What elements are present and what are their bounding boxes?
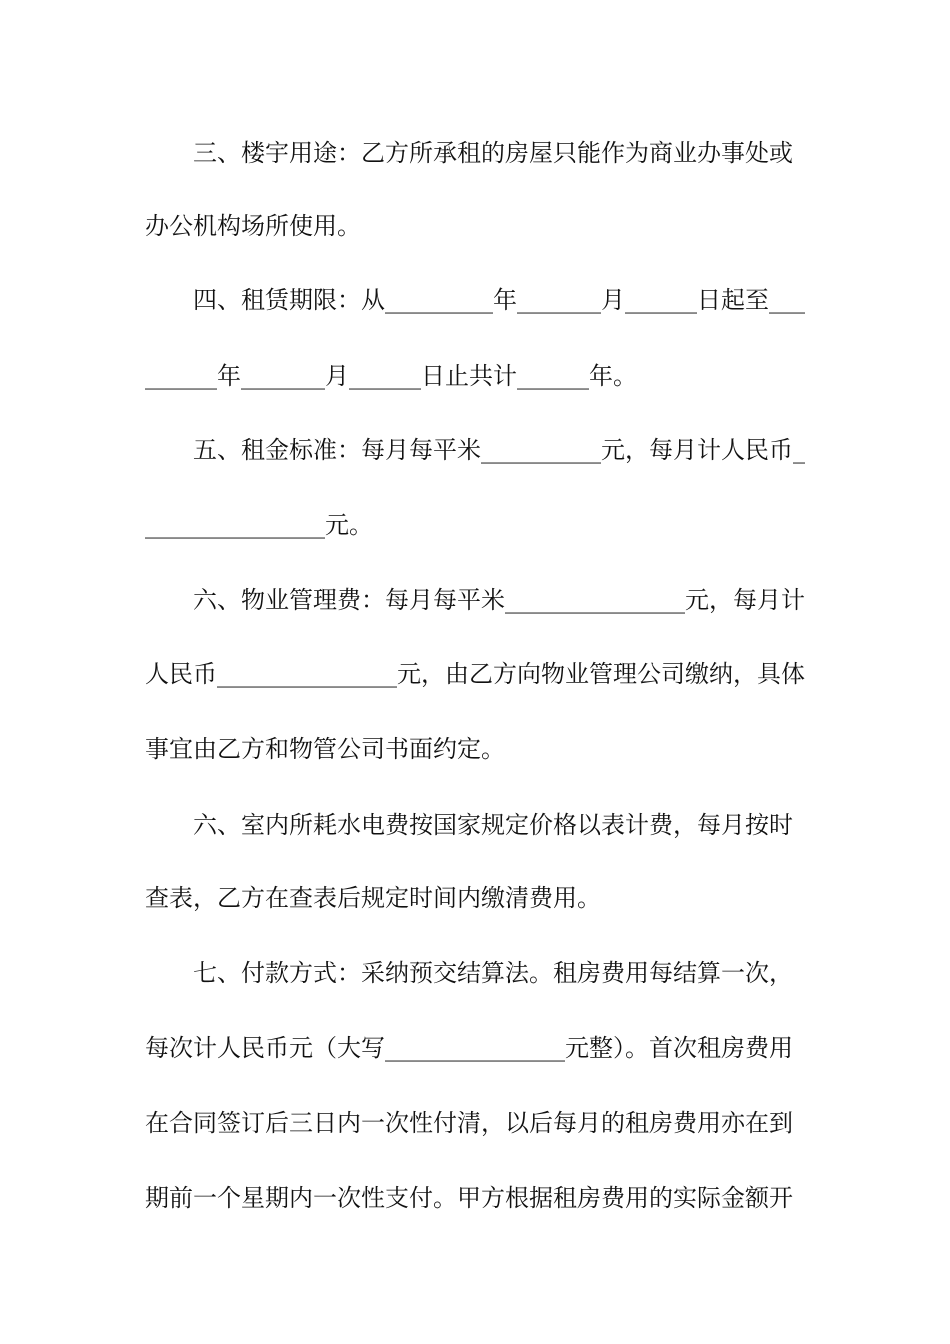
paragraph-7-line-3: 在合同签订后三日内一次性付清，以后每月的租房费用亦在到 xyxy=(145,1109,793,1137)
paragraph-3-line-2: 办公机构场所使用。 xyxy=(145,212,361,240)
paragraph-7-line-4: 期前一个星期内一次性支付。甲方根据租房费用的实际金额开 xyxy=(145,1184,793,1212)
paragraph-4-line-1: 四、租赁期限：从_________年_______月______日起至___ xyxy=(193,286,805,314)
paragraph-5-line-2: _______________元。 xyxy=(145,511,373,539)
paragraph-6b-line-1: 六、室内所耗水电费按国家规定价格以表计费，每月按时 xyxy=(193,811,793,839)
paragraph-6a-line-3: 事宜由乙方和物管公司书面约定。 xyxy=(145,735,505,763)
paragraph-6a-line-2: 人民币_______________元，由乙方向物业管理公司缴纳，具体 xyxy=(145,660,805,688)
paragraph-5-line-1: 五、租金标准：每月每平米__________元，每月计人民币_ xyxy=(193,436,805,464)
paragraph-7-line-1: 七、付款方式：采纳预交结算法。租房费用每结算一次， xyxy=(193,959,793,987)
paragraph-6a-line-1: 六、物业管理费：每月每平米_______________元，每月计 xyxy=(193,586,805,614)
paragraph-4-line-2: ______年_______月______日止共计______年。 xyxy=(145,362,637,390)
paragraph-7-line-2: 每次计人民币元（大写_______________元整）。首次租房费用 xyxy=(145,1034,793,1062)
paragraph-6b-line-2: 查表，乙方在查表后规定时间内缴清费用。 xyxy=(145,884,601,912)
paragraph-3-line-1: 三、楼宇用途：乙方所承租的房屋只能作为商业办事处或 xyxy=(193,139,793,167)
